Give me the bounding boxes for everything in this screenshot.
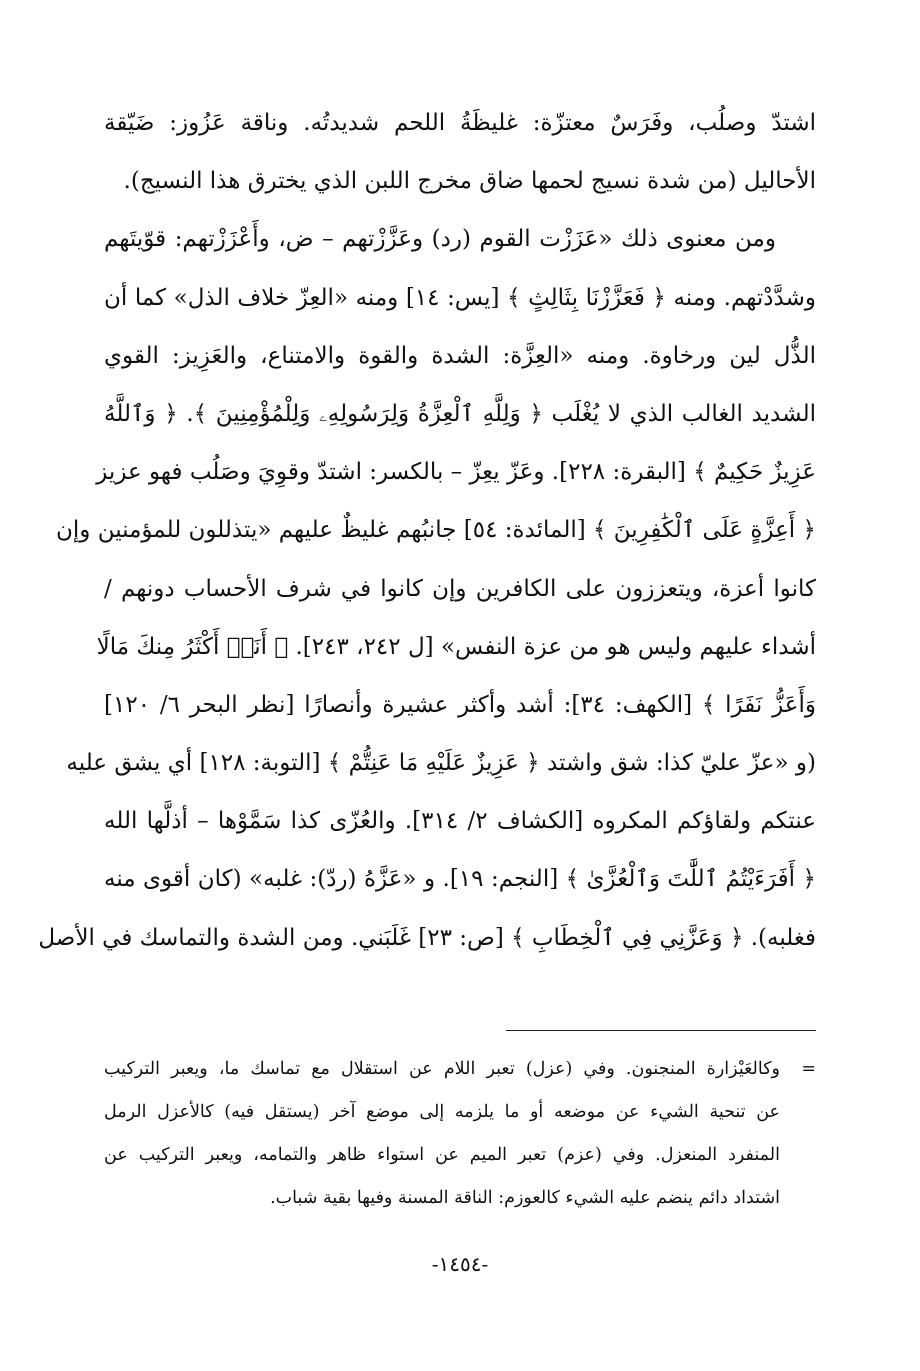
footnote-line-text: وكالعَيْزارة المنجنون. وفي (عزل) تعبر اللام عن استقلال مع تماسك ما، ويعبر التركيب <box>104 1059 780 1079</box>
text-line: عَزِيزٌ حَكِيمٌ ﴾ [البقرة: ٢٢٨]. وعَزّ يعِزّ – بالكسر: اشتدّ وقوِيَ وصَلُب فهو عزيز <box>96 459 816 486</box>
page-number: -١٤٥٤- <box>431 1252 489 1276</box>
main-text <box>38 94 817 967</box>
text-line: وَأَعَزُّ نَفَرًا ﴾ [الكهف: ٣٤]: أشد وأكثر عشيرة وأنصارًا [نظر البحر ٦/ ١٢٠] <box>104 691 817 718</box>
footnote-line: المنفرد المنعزل. وفي (عزم) تعبر الميم عن استواء ظاهر والتمامه، ويعبر التركيب عن <box>104 1145 780 1165</box>
text-line: الشديد الغالب الذي لا يُغْلَب ﴿ وَلِلَّهِ ٱلْعِزَّةُ وَلِرَسُولِهِۦ وَلِلْمُؤْمِنِينَ ﴾. ﴿ وَٱللَّهُ <box>104 400 816 427</box>
text-line: ﴿ أَفَرَءَيْتُمُ ٱللَّٰتَ وَٱلْعُزَّىٰ ﴾ [النجم: ١٩]. و «عَزَّهُ (ردّ): غلبه» (كان أقوى منه <box>104 866 816 893</box>
text-line: عنتكم ولقاؤكم المكروه [الكشاف ٢/ ٣١٤]. والعُزّى كذا سَمَّوْها – أذلَّها الله <box>104 808 816 835</box>
text-line: الأحاليل (من شدة نسيج لحمها ضاق مخرج اللبن الذي يخترق هذا النسيج). <box>123 168 816 195</box>
text-line: كانوا أعزة، ويتعززون على الكافرين وإن كانوا في شرف الأحساب دونهم / <box>104 575 816 602</box>
text-line: أشداء عليهم وليس هو من عزة النفس» [ل ٢٤٢، ٢٤٣]. ﴿ أَنَا۠ أَكْثَرُ مِنكَ مَالًا <box>96 633 816 660</box>
text-line: ﴿ أَعِزَّةٍ عَلَى ٱلْكَٰفِرِينَ ﴾ [المائدة: ٥٤] جانبُهم غليظٌ عليهم «يتذللون للمؤمنين وإن <box>56 517 816 544</box>
footnote-marker: = <box>801 1059 816 1079</box>
text-line: ومن معنوى ذلك «عَزَزْت القوم (رد) وعَزَّزْتهم – ض، وأَعْزَزْتهم: قوّيتَهم <box>104 226 776 253</box>
footnote-line <box>104 1048 816 1091</box>
footnote-block <box>104 1048 816 1220</box>
text-line: (و «عزّ عليّ كذا: شق واشتد ﴿ عَزِيزٌ عَلَيْهِ مَا عَنِتُّمْ ﴾ [التوبة: ١٢٨] أي يشق عليه <box>66 750 816 777</box>
text-line: فغلبه). ﴿ وَعَزَّنِي فِي ٱلْخِطَابِ ﴾ [ص: ٢٣] غَلَبَني. ومن الشدة والتماسك في الأصل <box>38 924 816 951</box>
text-line: الذُّل لين ورخاوة. ومنه «العِزَّة: الشدة والقوة والامتناع، والعَزِيز: القوي <box>104 342 816 369</box>
footnote-divider <box>506 1030 816 1031</box>
footnote-line: عن تنحية الشيء عن موضعه أو ما يلزمه إلى موضع آخر (يستقل فيه) كالأعزل الرمل <box>104 1102 780 1122</box>
footnote-line: اشتداد دائم ينضم عليه الشيء كالعوزم: الناقة المسنة وفيها بقية شباب. <box>270 1188 780 1208</box>
text-line: اشتدّ وصلُب، وفَرَسٌ معتزّة: غليظَةُ اللحم شديدتُه. وناقة عَزُوز: ضَيّقة <box>104 110 816 136</box>
text-line: وشدَّدْتهم. ومنه ﴿ فَعَزَّزْنَا بِثَالِثٍ ﴾ [يس: ١٤] ومنه «العِزّ خلاف الذل» كما أن <box>104 284 817 311</box>
